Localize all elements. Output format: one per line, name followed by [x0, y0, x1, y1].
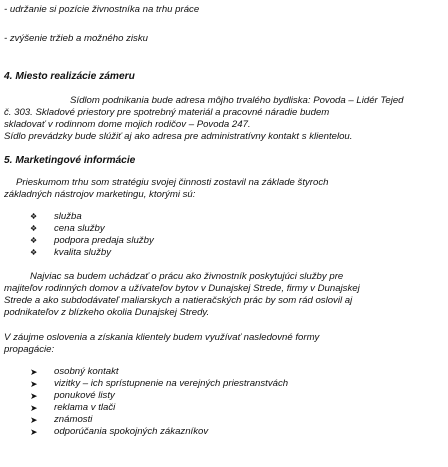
section-5-para1-line-2: základných nástrojov marketingu, ktorými sú:	[4, 189, 196, 200]
section-5-para1-line-1: Prieskumom trhu som stratégiu svojej činnosti zostavil na základe štyroch	[16, 177, 329, 188]
section-5-para3-line-1: V záujme oslovenia a získania klientely budem využívať nasledovné formy	[4, 332, 320, 343]
tool-list-item	[30, 223, 105, 235]
section-4-para-line-1: Sídlom podnikania bude adresa môjho trvalého bydliska: Povoda – Lidér Tejed	[70, 95, 404, 106]
tool-label: podpora predaja služby	[54, 235, 154, 246]
promotion-label: reklama v tlači	[54, 402, 116, 413]
diamond-bullet-icon: ❖	[30, 212, 38, 221]
promotion-label: osobný kontakt	[54, 366, 119, 377]
goal-line-2: - zvýšenie tržieb a možného zisku	[4, 33, 148, 44]
promotion-label: odporúčania spokojných zákazníkov	[54, 426, 209, 437]
section-4-para-line-4: Sídlo prevádzky bude slúžiť aj ako adresa pre administratívny kontakt s klientelou.	[4, 131, 353, 142]
promotion-list-item	[30, 366, 119, 378]
section-5-para2-line-1: Najviac sa budem uchádzať o prácu ako živnostník poskytujúci služby pre	[30, 271, 344, 282]
tool-label: cena služby	[54, 223, 105, 234]
promotion-label: ponukové listy	[54, 390, 115, 401]
section-5-para2-line-2: majiteľov rodinných domov a užívateľov bytov v Dunajskej Strede, firmy v Dunajskej	[4, 283, 360, 294]
promotion-label: známosti	[54, 414, 93, 425]
arrow-bullet-icon: ➤	[30, 415, 38, 425]
diamond-bullet-icon: ❖	[30, 236, 38, 245]
arrow-bullet-icon: ➤	[30, 367, 38, 377]
tool-list-item	[30, 235, 154, 247]
goal-line-1: - udržanie si pozície živnostníka na trhu práce	[4, 4, 200, 15]
section-5-para3-line-2: propagácie:	[4, 344, 55, 355]
arrow-bullet-icon: ➤	[30, 403, 38, 413]
diamond-bullet-icon: ❖	[30, 224, 38, 233]
section-5-para2-line-4: podnikateľov z blízkeho okolia Dunajskej Stredy.	[4, 307, 210, 318]
promotion-list-item	[30, 414, 92, 426]
tool-list-item	[30, 211, 82, 223]
section-4-para-line-3: skladovať v rodinnom dome mojich rodičov – Povoda 247.	[4, 119, 251, 130]
tool-list-item	[30, 247, 111, 259]
promotion-list-item	[30, 390, 115, 402]
section-5-para2-line-3: Strede a ako subdodávateľ maliarskych a natieračských prác by som rád oslovil aj	[4, 295, 353, 306]
section-4-heading: 4. Miesto realizácie zámeru	[4, 71, 135, 82]
tool-label: kvalita služby	[54, 247, 112, 258]
arrow-bullet-icon: ➤	[30, 427, 38, 437]
promotion-list-item	[30, 378, 288, 390]
diamond-bullet-icon: ❖	[30, 248, 38, 257]
tool-label: služba	[54, 211, 82, 222]
arrow-bullet-icon: ➤	[30, 391, 38, 401]
section-4-para-line-2: č. 303. Skladové priestory pre spotrebný materiál a pracovné náradie budem	[4, 107, 330, 118]
promotion-list-item	[30, 402, 115, 414]
arrow-bullet-icon: ➤	[30, 379, 38, 389]
promotion-label: vizitky – ich sprístupnenie na verejných priestranstvách	[54, 378, 289, 389]
section-5-heading: 5. Marketingové informácie	[4, 155, 136, 166]
promotion-list-item	[30, 426, 208, 438]
